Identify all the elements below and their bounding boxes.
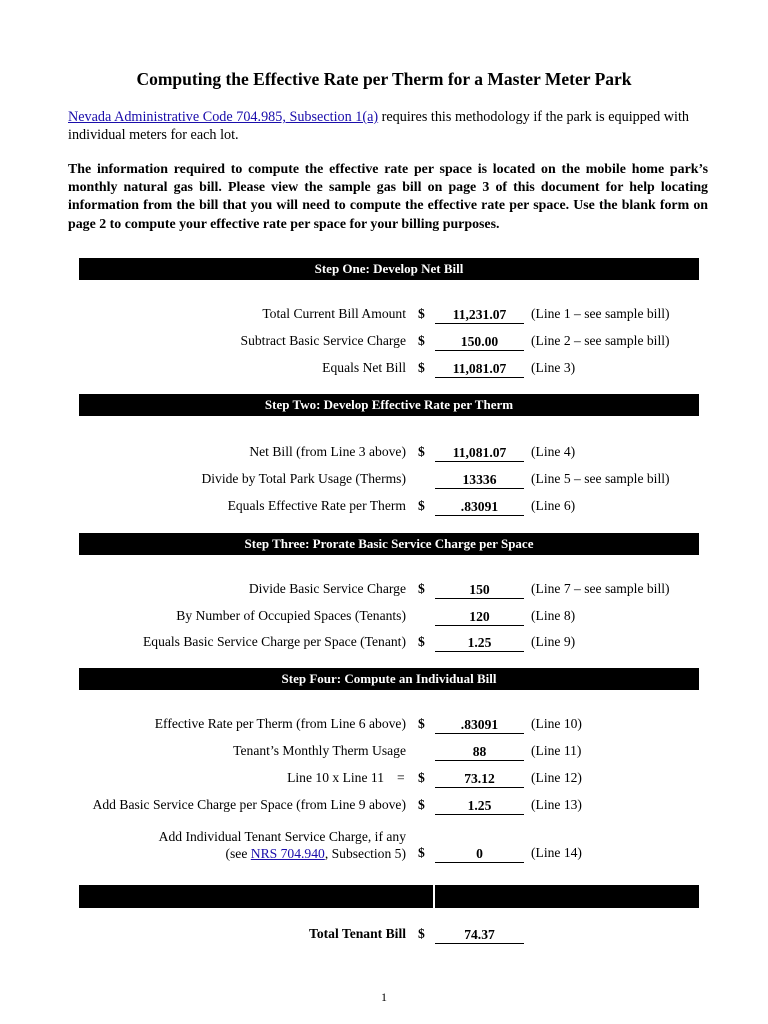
row-value[interactable]: 1.25: [435, 797, 524, 815]
dollar-sign: $: [418, 716, 425, 731]
row-line-2: [0, 333, 768, 353]
row-value[interactable]: 88: [435, 743, 524, 761]
page-number: 1: [381, 990, 387, 1004]
row-label: Tenant’s Monthly Therm Usage: [233, 743, 406, 758]
row-note: (Line 5 – see sample bill): [531, 471, 670, 486]
row-label: Add Basic Service Charge per Space (from Line 9 above): [92, 797, 406, 812]
row-line-4: [0, 444, 768, 464]
row-line-3: [0, 360, 768, 380]
row-note: (Line 14): [531, 845, 582, 860]
dollar-sign: $: [418, 770, 425, 785]
dollar-sign: $: [418, 333, 425, 348]
step-four-header: Step Four: Compute an Individual Bill: [79, 668, 699, 690]
row-value[interactable]: 11,081.07: [435, 360, 524, 378]
page-title: Computing the Effective Rate per Therm for a Master Meter Park: [136, 69, 632, 89]
row-label: Total Current Bill Amount: [262, 306, 406, 321]
dollar-sign: $: [418, 360, 425, 375]
row-note: (Line 2 – see sample bill): [531, 333, 670, 348]
dollar-sign: $: [418, 845, 425, 860]
row-label: Line 10 x Line 11: [287, 770, 384, 785]
row-line-13: [0, 797, 768, 817]
row-note: (Line 3): [531, 360, 576, 375]
row-label: Divide by Total Park Usage (Therms): [201, 471, 406, 486]
row-label: Effective Rate per Therm (from Line 6 above): [154, 716, 406, 731]
row-note: (Line 1 – see sample bill): [531, 306, 670, 321]
dollar-sign: $: [418, 498, 425, 513]
row-note: (Line 11): [531, 743, 582, 758]
row-value[interactable]: 150: [435, 581, 524, 599]
dollar-sign: $: [418, 444, 425, 459]
row-note: (Line 4): [531, 444, 576, 459]
row-line-14: [0, 828, 768, 864]
row-note: (Line 9): [531, 634, 576, 649]
row-line-9: [0, 634, 768, 654]
row-note: (Line 6): [531, 498, 576, 513]
row-note: (Line 13): [531, 797, 582, 812]
row-label: Divide Basic Service Charge: [248, 581, 406, 596]
row-note: (Line 12): [531, 770, 582, 785]
row-value[interactable]: .83091: [435, 716, 524, 734]
row-note: (Line 7 – see sample bill): [531, 581, 670, 596]
row-label: Equals Basic Service Charge per Space (Tenant): [142, 634, 406, 649]
step-three-header: Step Three: Prorate Basic Service Charge per Space: [79, 533, 699, 555]
step-one-header: Step One: Develop Net Bill: [79, 258, 699, 280]
row-line-5: [0, 471, 768, 491]
bar-divider: [433, 885, 435, 908]
row-label: Equals Net Bill: [322, 360, 406, 375]
dollar-sign: $: [418, 634, 425, 649]
dollar-sign: $: [418, 581, 425, 596]
row-value[interactable]: 1.25: [435, 634, 524, 652]
label-post: , Subsection 5): [324, 846, 406, 861]
row-value[interactable]: 120: [435, 608, 524, 626]
row-label-line1: Add Individual Tenant Service Charge, if any: [158, 829, 406, 844]
row-line-1: [0, 306, 768, 326]
nac-link[interactable]: Nevada Administrative Code 704.985, Subsection 1(a): [68, 109, 379, 125]
total-row: [0, 926, 768, 946]
dollar-sign: $: [418, 797, 425, 812]
dollar-sign: $: [418, 306, 425, 321]
equals-sign: =: [397, 770, 405, 785]
total-value[interactable]: 74.37: [435, 926, 524, 944]
row-value[interactable]: 150.00: [435, 333, 524, 351]
step-two-header: Step Two: Develop Effective Rate per Therm: [79, 394, 699, 416]
nrs-link[interactable]: NRS 704.940: [250, 846, 325, 861]
row-label: By Number of Occupied Spaces (Tenants): [176, 608, 406, 623]
black-divider-bar: [79, 885, 699, 908]
row-value[interactable]: 73.12: [435, 770, 524, 788]
intro-paragraph: [68, 108, 708, 144]
total-label: Total Tenant Bill: [309, 926, 406, 941]
row-value[interactable]: 11,081.07: [435, 444, 524, 462]
row-line-8: [0, 608, 768, 628]
row-line-12: [0, 770, 768, 790]
row-label: Net Bill (from Line 3 above): [249, 444, 406, 459]
row-value[interactable]: .83091: [435, 498, 524, 516]
row-line-6: [0, 498, 768, 518]
row-value[interactable]: 13336: [435, 471, 524, 489]
instructions-paragraph: The information required to compute the effective rate per space is located on the mobile home park’s monthly natural gas bill. Please view the sample gas bill on page 3 of this document for help locating information from the bill that you will need to compute the effective rate per space. Use the blank form on page 2 to compute your effective rate per space for your billing purposes.: [68, 162, 708, 232]
row-value[interactable]: 11,231.07: [435, 306, 524, 324]
row-line-10: [0, 716, 768, 736]
row-note: (Line 10): [531, 716, 582, 731]
row-line-11: [0, 743, 768, 763]
row-label: Subtract Basic Service Charge: [240, 333, 406, 348]
row-note: (Line 8): [531, 608, 576, 623]
intro-text: requires this methodology if the park is equipped with individual meters for each lot.: [68, 109, 689, 143]
row-label-line2: [66, 845, 406, 862]
row-value[interactable]: 0: [435, 845, 524, 863]
row-label: Equals Effective Rate per Therm: [227, 498, 406, 513]
row-line-7: [0, 581, 768, 601]
dollar-sign: $: [418, 926, 425, 941]
label-pre: (see: [225, 846, 251, 861]
